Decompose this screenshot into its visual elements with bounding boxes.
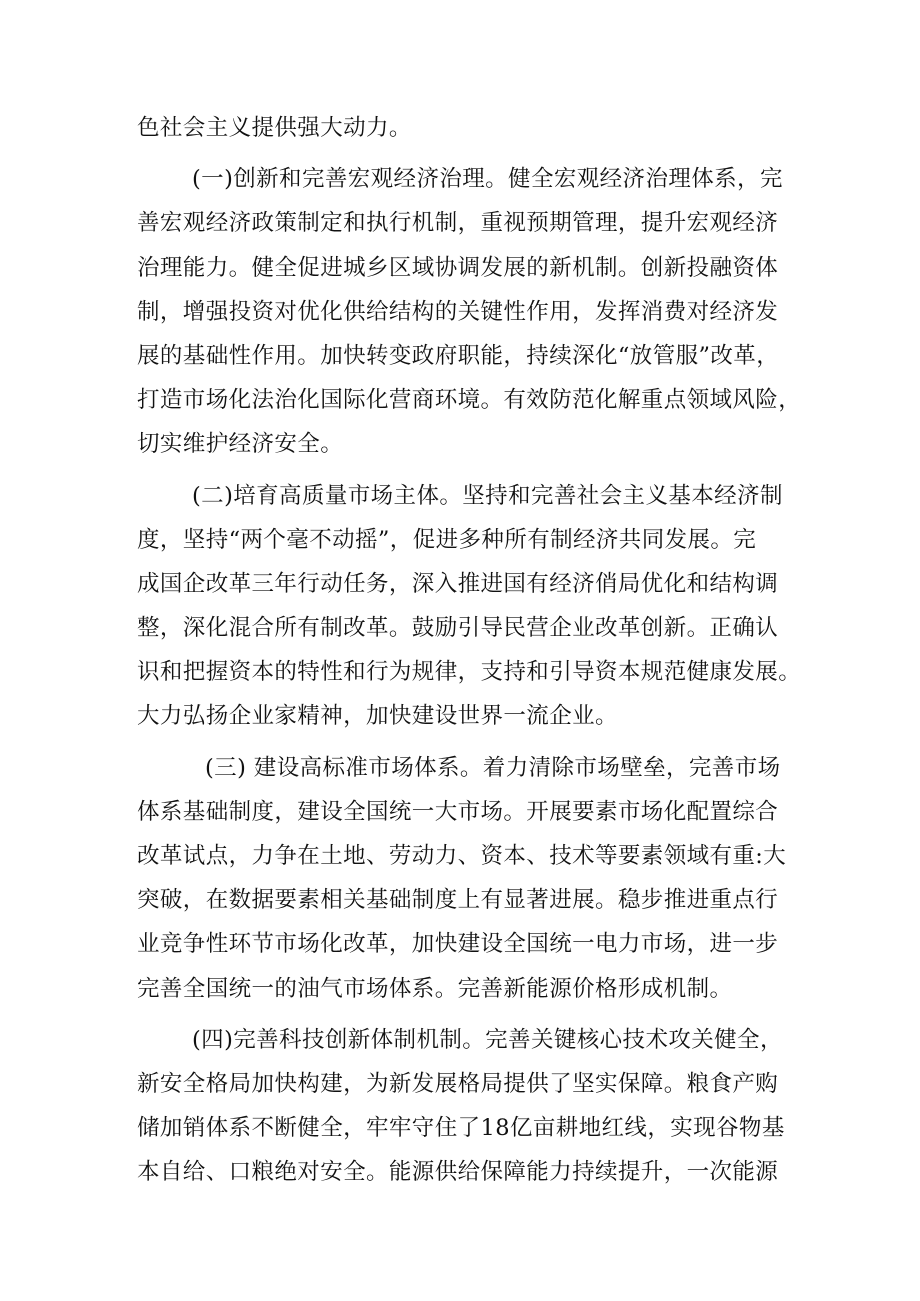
- text-line: 制，增强投资对优化供给结构的关键性作用，发挥消费对经济发: [137, 298, 779, 325]
- text-line: 突破，在数据要素相关基础制度上有显著进展。稳步推进重点行: [137, 887, 779, 914]
- document-body: [137, 106, 802, 1195]
- text-line: 色社会主义提供强大动力。: [137, 115, 412, 141]
- paragraph-1-first-line: (一)创新和完善宏观经济治理。健全宏观经济治理体系，完: [192, 166, 783, 193]
- text-line: 打造市场化法治化国际化营商环境。有效防范化解重点领域风险，: [137, 387, 802, 414]
- text-line: 成国企改革三年行动任务，深入推进国有经济俏局优化和结构调: [137, 570, 779, 597]
- text-line: 体系基础制度，建设全国统一大市场。开展要素市场化配置综合: [137, 798, 779, 825]
- text-line: 改革试点，力争在土地、劳动力、资本、技术等要素领域有重:大: [137, 843, 787, 869]
- paragraph-3-first-line: (三) 建设高标准市场体系。着力清除市场壁垒，完善市场: [205, 754, 781, 781]
- text-line: 业竞争性环节市场化改革，加快建设全国统一电力市场，进一步: [137, 931, 779, 958]
- text-line: 展的基础性作用。加快转变政府职能，持续深化“放管服”改革，: [137, 342, 780, 369]
- text-line: 完善全国统一的油气市场体系。完善新能源价格形成机制。: [137, 975, 733, 1002]
- text-line: 善宏观经济政策制定和执行机制，重视预期管理，提升宏观经济: [137, 210, 779, 237]
- text-line: 整，深化混合所有制改革。鼓励引导民营企业改革创新。正确认: [137, 615, 779, 642]
- text-line: 新安全格局加快构建，为新发展格局提供了坚实保障。粮食产购: [137, 1070, 779, 1097]
- text-line: 本自给、口粮绝对安全。能源供给保障能力持续提升，一次能源: [137, 1159, 779, 1186]
- text-line: 识和把握资本的特性和行为规律，支持和引导资本规范健康发展。: [137, 659, 802, 686]
- text-line: 度，坚持“两个毫不动摇”，促进多种所有制经济共同发展。完: [137, 526, 757, 553]
- paragraph-2-first-line: (二)培育高质量市场主体。坚持和完善社会主义基本经济制: [192, 482, 783, 509]
- text-line: 大力弘扬企业家精神，加快建设世界一流企业。: [137, 703, 618, 730]
- text-line: 治理能力。健全促进城乡区域协调发展的新机制。创新投融资体: [137, 254, 779, 281]
- paragraph-4-first-line: (四)完善科技创新体制机制。完善关键核心技术攻关健全，: [192, 1026, 783, 1053]
- text-line: 切实维护经济安全。: [137, 431, 344, 458]
- text-line: 储加销体系不断健全，牢牢守住了18亿亩耕地红线，实现谷物基: [137, 1115, 785, 1142]
